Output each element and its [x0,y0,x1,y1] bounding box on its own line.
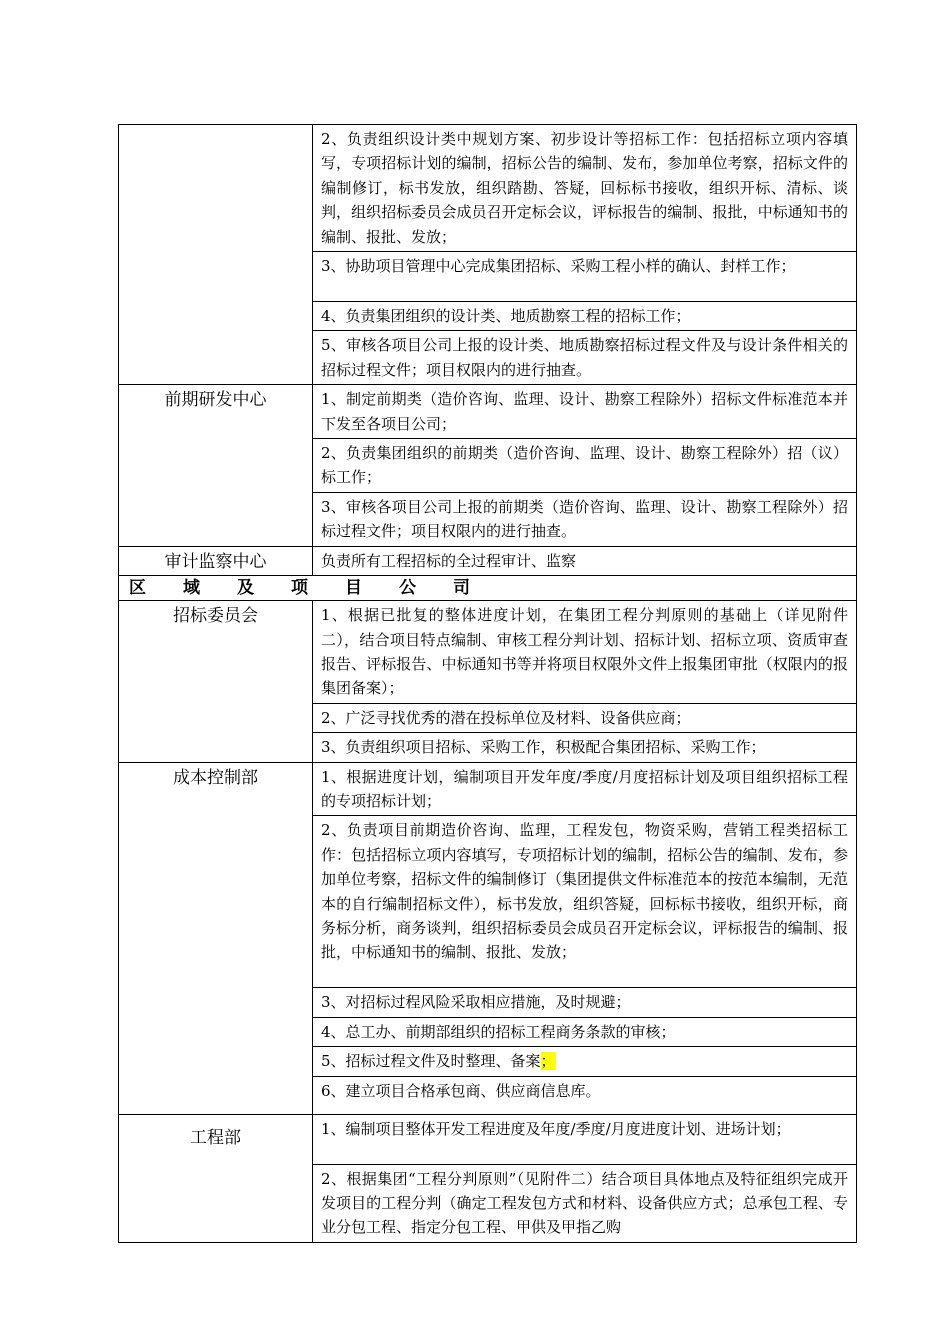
duty-cell: 4、总工办、前期部组织的招标工程商务条款的审核； [313,1017,857,1046]
section-header [119,576,857,601]
duty-cell: 6、建立项目合格承包商、供应商信息库。 [313,1076,857,1114]
section-title: 区域及项目公司 [129,578,507,599]
duty-cell: 1、根据进度计划，编制项目开发年度/季度/月度招标计划及项目组织招标工程的专项招标计划； [313,762,857,816]
duty-cell: 3、对招标过程风险采取相应措施，及时规避； [313,988,857,1017]
dept-name-shenji: 审计监察中心 [119,546,313,575]
duty-cell: 5、审核各项目公司上报的设计类、地质勘察招标过程文件及与设计条件相关的招标过程文件；项目权限内的进行抽查。 [313,331,857,385]
duty-cell: 负责所有工程招标的全过程审计、监察 [313,546,857,575]
highlight-mark: ； [540,1052,556,1071]
table-row [119,1114,857,1164]
duty-cell: 2、负责项目前期造价咨询、监理，工程发包，物资采购，营销工程类招标工作：包括招标立项内容填写，专项招标计划的编制，招标公告的编制、发布，参加单位考察，招标文件的编制修订（集团提供文件标准范本的按范本编制，无范本的自行编制招标文件），标书发放，组织答疑，回标标书接收，组织开标，商务标分析，商务谈判，组织招标委员会成员召开定标会议，评标报告的编制、报批，中标通知书的编制、报批、发放； [313,816,857,988]
duty-cell: 1、编制项目整体开发工程进度及年度/季度/月度进度计划、进场计划； [313,1114,857,1164]
duty-cell: 2、负责集团组织的前期类（造价咨询、监理、设计、勘察工程除外）招（议）标工作； [313,439,857,493]
duty-cell [313,1047,857,1076]
duty-cell: 1、根据已批复的整体进度计划，在集团工程分判原则的基础上（详见附件二），结合项目特点编制、审核工程分判计划、招标计划、招标立项、资质审查报告、评标报告、中标通知书等并将项目权限外文件上报集团审批（权限内的报集团备案）； [313,601,857,704]
duty-cell: 1、制定前期类（造价咨询、监理、设计、勘察工程除外）招标文件标准范本并下发至各项目公司； [313,385,857,439]
table-row [119,546,857,575]
section-header-row [119,576,857,601]
dept-name-gongcheng: 工程部 [190,1127,241,1148]
dept-name-zhaobiao: 招标委员会 [119,601,313,762]
table-row [119,762,857,816]
duty-cell: 4、负责集团组织的设计类、地质勘察工程的招标工作； [313,302,857,331]
table-row [119,385,857,439]
table-row [119,601,857,704]
responsibility-table [118,124,857,1243]
dept-cell-gongcheng [119,1114,313,1242]
duty-cell: 3、协助项目管理中心完成集团招标、采购工程小样的确认、封样工作； [313,252,857,302]
dept-name-chengben: 成本控制部 [119,762,313,1114]
duty-cell: 2、负责组织设计类中规划方案、初步设计等招标工作：包括招标立项内容填写，专项招标计划的编制，招标公告的编制、发布，参加单位考察，招标文件的编制修订，标书发放，组织踏勘、答疑，回标标书接收，组织开标、清标、谈判，组织招标委员会成员召开定标会议，评标报告的编制、报批，中标通知书的编制、报批、发放； [313,125,857,252]
dept-cell-continued [119,125,313,385]
duty-text: 5、招标过程文件及时整理、备案 [321,1052,541,1071]
duty-cell: 3、负责组织项目招标、采购工作，积极配合集团招标、采购工作； [313,733,857,762]
duty-cell: 3、审核各项目公司上报的前期类（造价咨询、监理、设计、勘察工程除外）招标过程文件；项目权限内的进行抽查。 [313,492,857,546]
dept-name-qianqi: 前期研发中心 [119,385,313,546]
table-row [119,125,857,252]
duty-cell: 2、广泛寻找优秀的潜在投标单位及材料、设备供应商； [313,703,857,732]
duty-cell: 2、根据集团“工程分判原则”（见附件二）结合项目具体地点及特征组织完成开发项目的工程分判（确定工程发包方式和材料、设备供应方式；总承包工程、专业分包工程、指定分包工程、甲供及甲指乙购 [313,1164,857,1242]
